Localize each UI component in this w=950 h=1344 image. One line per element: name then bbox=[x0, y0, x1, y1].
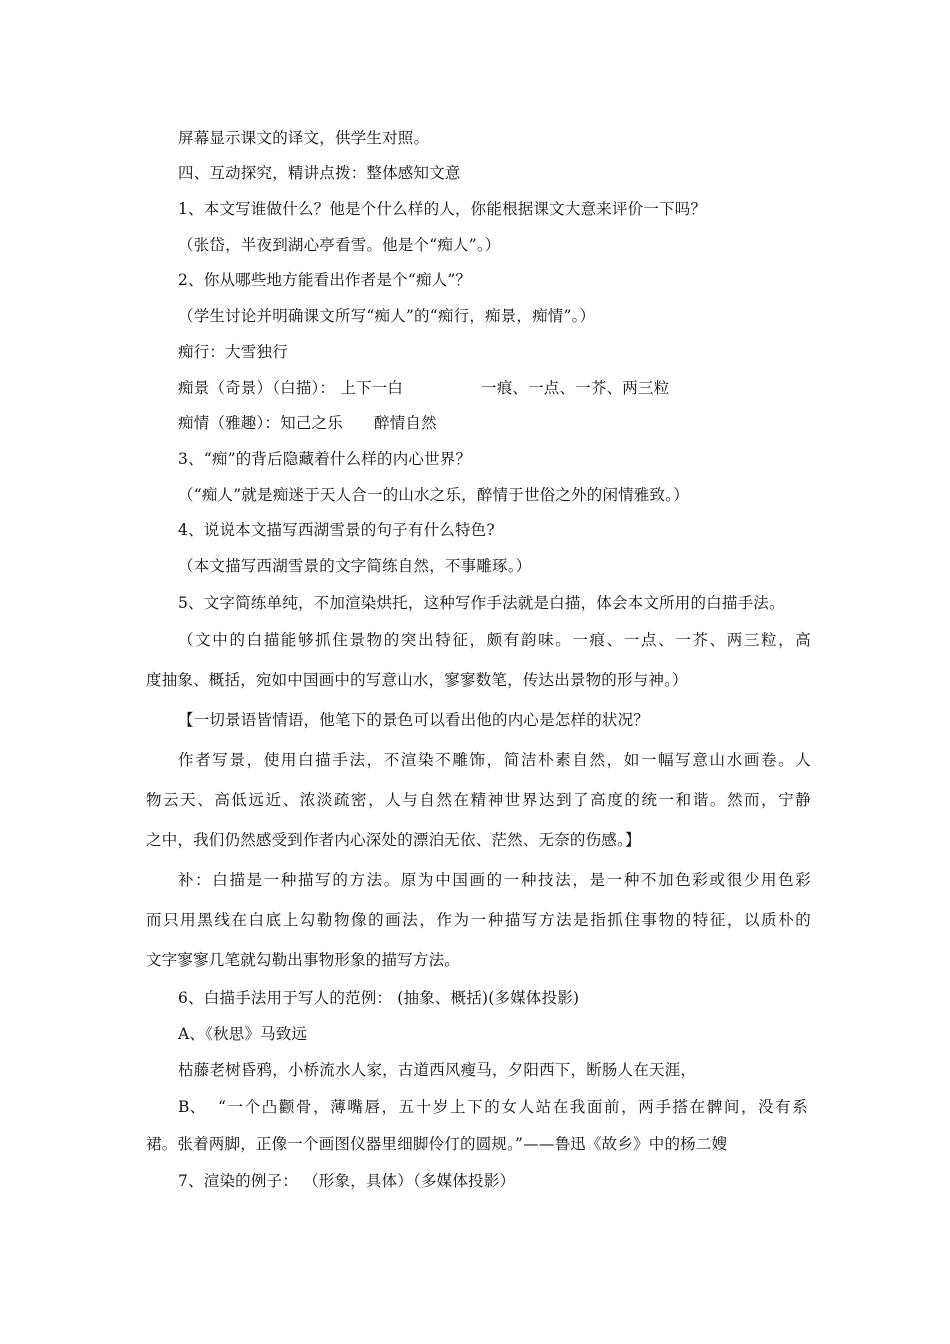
supplement-line-2: 而只用黑线在白底上勾勒物像的画法，作为一种描写方法是指抓住事物的特征，以质朴的 bbox=[146, 911, 811, 929]
answer-5-line-1: （文中的白描能够抓住景物的突出特征，颇有韵味。一痕、一点、一芥、两三粒，高 bbox=[178, 631, 811, 649]
chi-jing-line: 痴景（奇景）（白描）： 上下一白 bbox=[178, 379, 404, 397]
section-heading-4: 四、互动探究，精讲点拨：整体感知文意 bbox=[178, 164, 461, 182]
bracket-answer-line-1: 作者写景，使用白描手法，不渲染不雕饰，简洁朴素自然，如一幅写意山水画卷。人 bbox=[178, 751, 811, 769]
answer-1: （张岱，半夜到湖心亭看雪。他是个“痴人”。） bbox=[178, 236, 501, 254]
answer-2: （学生讨论并明确课文所写“痴人”的“痴行，痴景，痴情”。） bbox=[178, 307, 596, 325]
question-1: 1、本文写谁做什么？他是个什么样的人，你能根据课文大意来评价一下吗？ bbox=[178, 200, 707, 218]
chi-jing-details: 一痕、一点、一芥、两三粒 bbox=[481, 379, 670, 397]
example-b-label: B、 bbox=[178, 1098, 206, 1116]
question-2: 2、你从哪些地方能看出作者是个“痴人”？ bbox=[178, 271, 472, 289]
example-b-line-1: “一个凸颧骨，薄嘴唇，五十岁上下的女人站在我面前，两手搭在髀间，没有系 bbox=[218, 1098, 808, 1116]
chi-qing-line: 痴情（雅趣）：知己之乐 bbox=[178, 414, 343, 432]
example-a-poem: 枯藤老树昏鸦，小桥流水人家，古道西风瘦马，夕阳西下，断肠人在天涯， bbox=[178, 1061, 697, 1079]
question-5: 5、文字简练单纯，不加渲染烘托，这种写作手法就是白描，体会本文所用的白描手法。 bbox=[178, 594, 785, 612]
bracket-answer-line-3: 之中，我们仍然感受到作者内心深处的漂泊无依、茫然、无奈的伤感。】 bbox=[146, 831, 641, 849]
supplement-line-3: 文字寥寥几笔就勾勒出事物形象的描写方法。 bbox=[146, 951, 461, 969]
example-b-line-2: 裙。张着两脚，正像一个画图仪器里细脚伶仃的圆规。”——鲁迅《故乡》中的杨二嫂 bbox=[146, 1135, 728, 1153]
bracket-answer-line-2: 物云天、高低远近、浓淡疏密，人与自然在精神世界达到了高度的统一和谐。然而，宁静 bbox=[146, 791, 811, 809]
question-3: 3、“痴”的背后隐藏着什么样的内心世界？ bbox=[178, 450, 472, 468]
chi-qing-details: 醉情自然 bbox=[374, 414, 437, 432]
example-a-title: A、《秋思》马致远 bbox=[178, 1025, 308, 1043]
question-7: 7、渲染的例子： （形象，具体）（多媒体投影） bbox=[178, 1172, 516, 1190]
answer-3: （“痴人”就是痴迷于天人合一的山水之乐，醉情于世俗之外的闲情雅致。） bbox=[178, 486, 689, 504]
question-6: 6、白描手法用于写人的范例： (抽象、概括)(多媒体投影) bbox=[178, 989, 580, 1007]
answer-4: （本文描写西湖雪景的文字简练自然，不事雕琢。） bbox=[178, 557, 532, 575]
answer-5-line-2: 度抽象、概括，宛如中国画中的写意山水，寥寥数笔，传达出景物的形与神。） bbox=[146, 671, 688, 689]
question-4: 4、说说本文描写西湖雪景的句子有什么特色? bbox=[178, 521, 495, 539]
chi-xing-line: 痴行：大雪独行 bbox=[178, 343, 288, 361]
paragraph-translation-note: 屏幕显示课文的译文，供学生对照。 bbox=[178, 129, 430, 147]
supplement-line-1: 补：白描是一种描写的方法。原为中国画的一种技法，是一种不加色彩或很少用色彩 bbox=[178, 871, 811, 889]
bracket-question: 【一切景语皆情语，他笔下的景色可以看出他的内心是怎样的状况？ bbox=[178, 711, 650, 729]
